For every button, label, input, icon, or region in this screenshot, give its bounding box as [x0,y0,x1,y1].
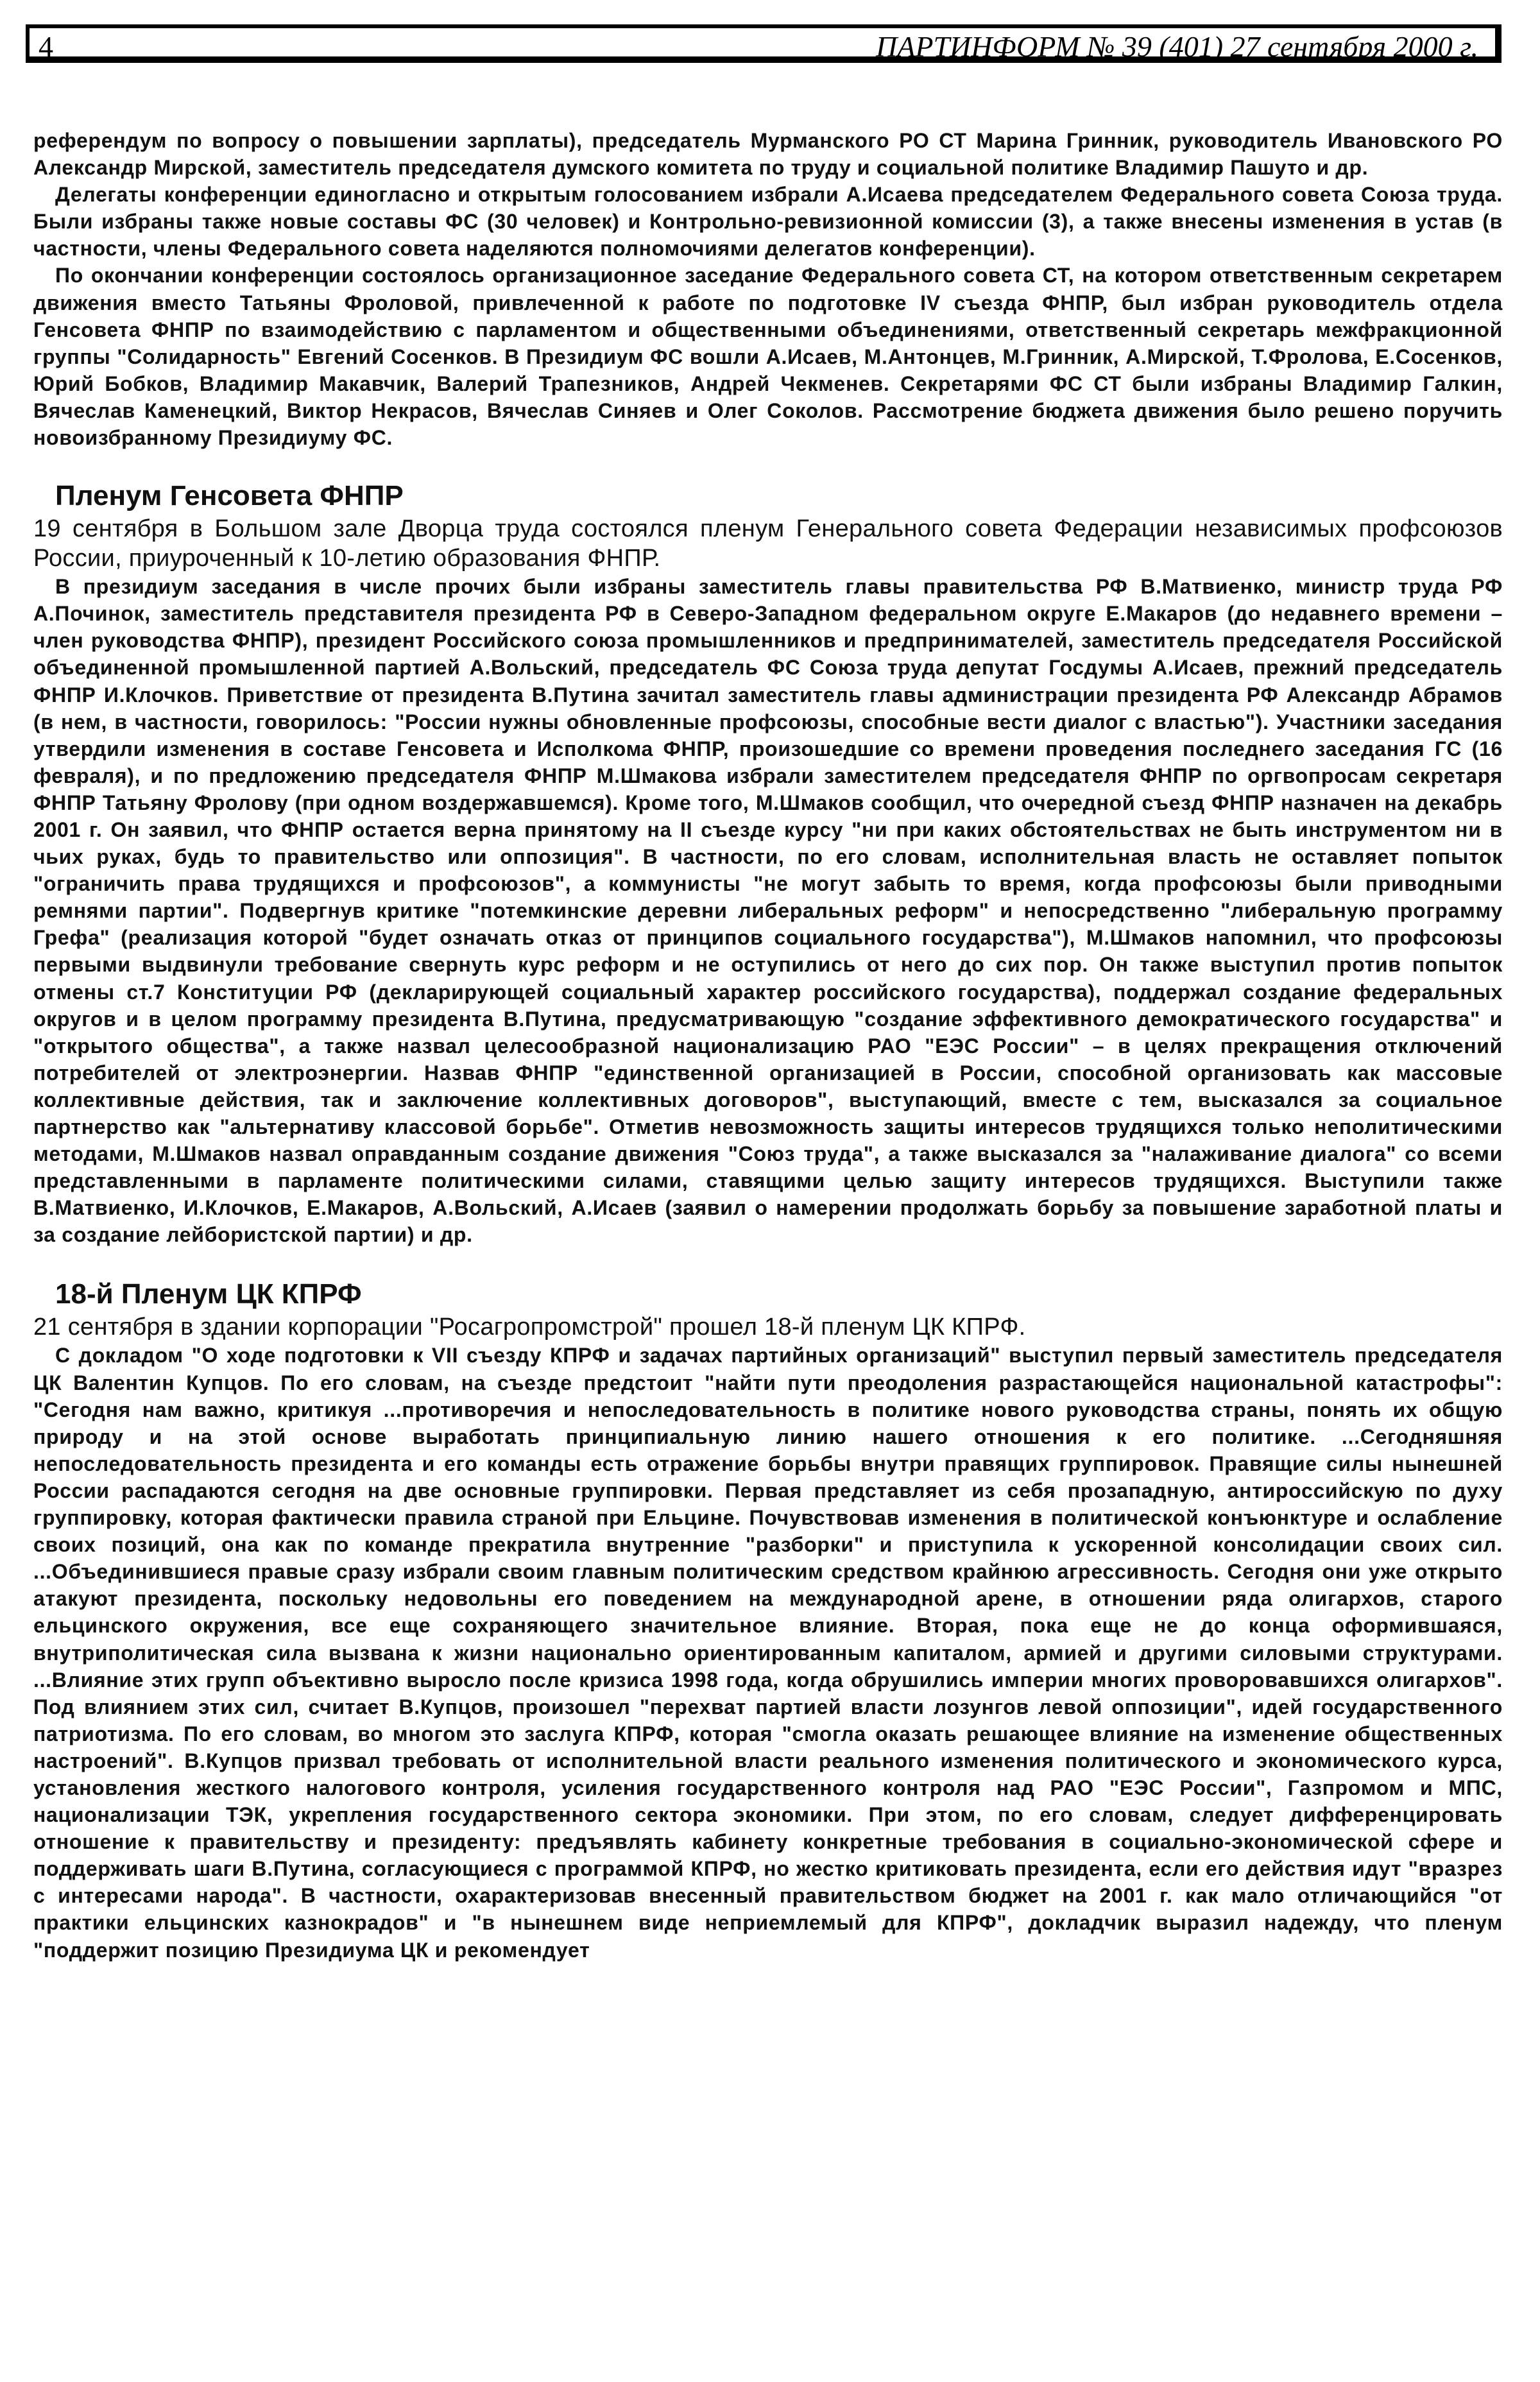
paragraph: референдум по вопросу о повышении зарплаты), председатель Мурманского РО СТ Марина Гринник, руководитель Ивановского РО Александр Мирской, заместитель председателя думского комитета по труду и социальной политике Владимир Пашуто и др. [33,129,1503,180]
section-heading: 18-й Пленум ЦК КПРФ [55,1278,362,1310]
section-kprf-plenum [33,1276,1503,1963]
lead-paragraph: 21 сентября в здании корпорации "Росагропромстрой" прошел 18-й пленум ЦК КПРФ. [33,1314,1026,1341]
page-number: 4 [38,30,53,63]
article-body [33,127,1503,1964]
section-heading: Пленум Генсовета ФНПР [55,480,404,512]
page-header [26,24,1502,63]
lead-paragraph: 19 сентября в Большом зале Дворца труда состоялся пленум Генерального совета Федерации независимых профсоюзов России, приуроченный к 10-летию образования ФНПР. [33,515,1503,572]
publication-title: ПАРТИНФОРМ № 39 (401) 27 сентября 2000 г. [876,30,1478,63]
paragraph: В президиум заседания в числе прочих были избраны заместитель главы правительства РФ В.Матвиенко, министр труда РФ А.Починок, заместитель представителя президента РФ в Северо-Западном федеральном округе Е.Макаров (до недавнего времени – член руководства ФНПР), президент Российского союза промышленников и предпринимателей, заместитель председателя Российской объединенной промышленной партией А.Вольский, председатель ФС Союза труда депутат Госдумы А.Исаев, прежний председатель ФНПР И.Клочков. Приветствие от президента В.Путина зачитал заместитель главы администрации президента РФ Александр Абрамов (в нем, в частности, говорилось: "России нужны обновленные профсоюзы, способные вести диалог с властью"). Участники заседания утвердили изменения в составе Генсовета и Исполкома ФНПР, произошедшие со времени проведения последнего заседания ГС (16 февраля), и по предложению председателя ФНПР М.Шмакова избрали заместителем председателя ФНПР по оргвопросам секретаря ФНПР Татьяну Фролову (при одном воздержавшемся). Кроме того, М.Шмаков сообщил, что очередной съезд ФНПР назначен на декабрь 2001 г. Он заявил, что ФНПР остается верна принятому на II съезде курсу "ни при каких обстоятельствах не быть инструментом ни в чьих руках, будь то правительство или оппозиция". В частности, по его словам, исполнительная власть не оставляет попыток "ограничить права трудящихся и профсоюзов", а коммунисты "не могут забыть то время, когда профсоюзы были приводными ремнями партии". Подвергнув критике "потемкинские деревни либеральных реформ" и непосредственно "либеральную программу Грефа" (реализация которой "будет означать отказ от принципов социального государства"), М.Шмаков напомнил, что профсоюзы первыми выдвинули требование свернуть курс реформ и не оступились от него до сих пор. Он также выступил против попыток отмены ст.7 Конституции РФ (декларирующей социальный характер российского государства), поддержал создание федеральных округов и в целом программу президента В.Путина, предусматривающую "создание эффективного демократического государства" и "открытого общества", а также назвал целесообразной национализацию РАО "ЕЭС России" – в целях прекращения отключений потребителей от электроэнергии. Назвав ФНПР "единственной организацией в России, способной организовать как массовые коллективные действия, так и заключение коллективных договоров", выступающий, вместе с тем, высказался за социальное партнерство как "альтернативу классовой борьбе". Отметив невозможность защиты интересов трудящихся только неполитическими методами, М.Шмаков назвал оправданным создание движения "Союз труда", а также высказался за "налаживание диалога" со всеми представленными в парламенте политическими силами, ставящими целью защиту интересов трудящихся. Выступили также В.Матвиенко, И.Клочков, Е.Макаров, А.Вольский, А.Исаев (заявил о намерении продолжать борьбу за повышение заработной платы и за создание лейбористской партии) и др. [33,575,1503,1247]
paragraph: С докладом "О ходе подготовки к VII съезду КПРФ и задачах партийных организаций" выступил первый заместитель председателя ЦК Валентин Купцов. По его словам, на съезде предстоит "найти пути преодоления разрастающейся национальной катастрофы": "Сегодня нам важно, критикуя ...противоречия и непоследовательность в политике нового руководства страны, понять их общую природу и на этой основе выработать принципиальную линию нашего отношения к его политике. ...Сегодняшняя непоследовательность президента и его команды есть отражение борьбы внутри правящих группировок. Правящие силы нынешней России распадаются сегодня на две основные группировки. Первая представляет из себя прозападную, антироссийскую по духу группировку, которая фактически правила страной при Ельцине. Почувствовав изменения в политической конъюнктуре и ослабление своих позиций, она как по команде прекратила внутренние "разборки" и приступила к ускоренной консолидации своих сил. ...Объединившиеся правые сразу избрали своим главным политическим средством крайнюю агрессивность. Сегодня они уже открыто атакуют президента, поскольку недовольны его поведением на международной арене, в отношении ряда олигархов, старого ельцинского окружения, все еще сохраняющего значительное влияние. Вторая, пока еще не до конца оформившаяся, внутриполитическая сила вызвана к жизни национально ориентированным капиталом, армией и другими силовыми структурами. ...Влияние этих групп объективно выросло после кризиса 1998 года, когда обрушились империи многих проворовавшихся олигархов". Под влиянием этих сил, считает В.Купцов, произошел "перехват партией власти лозунгов левой оппозиции", идей государственного патриотизма. По его словам, во многом это заслуга КПРФ, которая "смогла оказать решающее влияние на изменение общественных настроений". В.Купцов призвал требовать от исполнительной власти реального изменения политического и экономического курса, установления жесткого налогового контроля, усиления государственного контроля над РАО "ЕЭС России", Газпромом и МПС, национализации ТЭК, укрепления государственного сектора экономики. При этом, по его словам, следует дифференцировать отношение к правительству и президенту: предъявлять кабинету конкретные требования в социально-экономической сфере и поддерживать шаги В.Путина, согласующиеся с программой КПРФ, но жестко критиковать президента, если его действия идут "вразрез с интересами народа". В частности, охарактеризовав внесенный правительством бюджет на 2001 г. как мало отличающийся "от практики ельцинских казнокрадов" и "в нынешнем виде неприемлемый для КПРФ", докладчик выразил надежду, что пленум "поддержит позицию Президиума ЦК и рекомендует [33,1344,1503,1962]
paragraph: Делегаты конференции единогласно и открытым голосованием избрали А.Исаева председателем Федерального совета Союза труда. Были избраны также новые составы ФС (30 человек) и Контрольно-ревизионной комиссии (3), а также внесены изменения в устав (в частности, члены Федерального совета наделяются полномочиями делегатов конференции). [33,183,1503,261]
section-fnpr-plenum [33,478,1503,1248]
paragraph: По окончании конференции состоялось организационное заседание Федерального совета СТ, на котором ответственным секретарем движения вместо Татьяны Фроловой, привлеченной к работе по подготовке IV съезда ФНПР, был избран руководитель отдела Генсовета ФНПР по взаимодействию с парламентом и общественными объединениями, ответственный секретарь межфракционной группы "Солидарность" Евгений Сосенков. В Президиум ФС вошли А.Исаев, М.Антонцев, М.Гринник, А.Мирской, Т.Фролова, Е.Сосенков, Юрий Бобков, Владимир Макавчик, Валерий Трапезников, Андрей Чекменев. Секретарями ФС СТ были избраны Владимир Галкин, Вячеслав Каменецкий, Виктор Некрасов, Вячеслав Синяев и Олег Соколов. Рассмотрение бюджета движения было решено поручить новоизбранному Президиуму ФС. [33,264,1503,450]
section-union-labor-conference [33,127,1503,451]
